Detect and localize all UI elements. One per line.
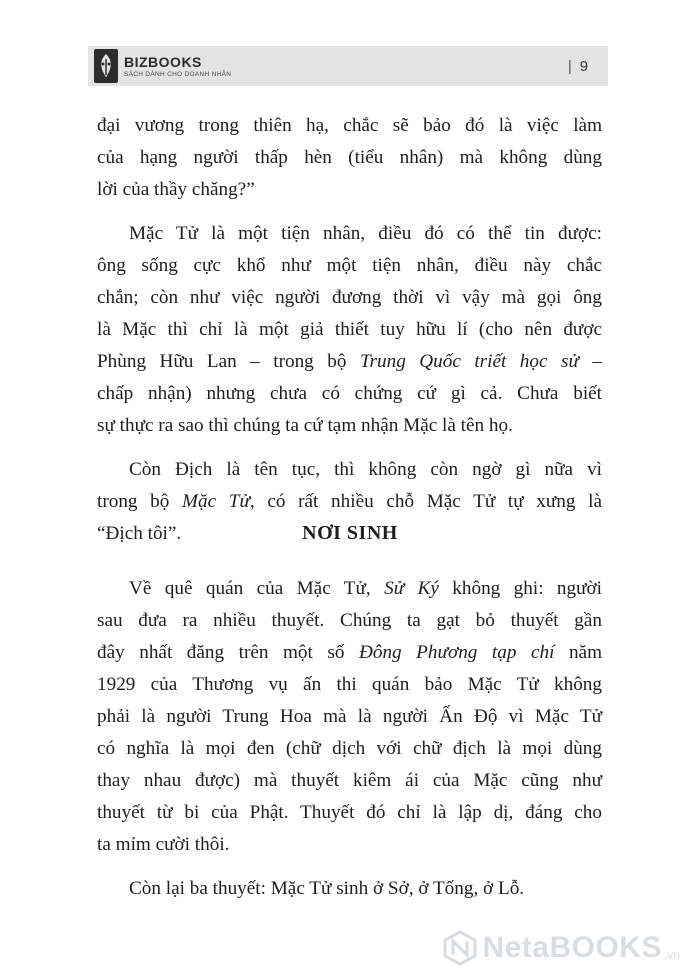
text-run: ông sống cực khổ như một tiện nhân, điều này chắc: [97, 255, 602, 276]
italic-title: Đông Phương tạp chí: [359, 642, 555, 663]
watermark-text: NetaBOOKS: [482, 931, 662, 964]
text-line: [97, 701, 602, 733]
text-line: [97, 142, 602, 174]
page-number-block: [548, 46, 608, 86]
text-line: [97, 282, 602, 314]
brand-tagline: SÁCH DÀNH CHO DOANH NHÂN: [124, 70, 232, 78]
italic-title: Sử Ký: [384, 578, 439, 599]
text-run: có nghĩa là mọi đen (chữ dịch với chữ địch là mọi dùng: [97, 738, 602, 759]
text-line: [97, 669, 602, 701]
paragraph: [97, 873, 602, 905]
paragraph: [97, 573, 602, 861]
text-line: [97, 378, 602, 410]
text-line: [97, 314, 602, 346]
watermark-suffix: .vn: [663, 948, 680, 962]
text-run: thay nhau được) mà thuyết kiêm ái của Mặc cũng như: [97, 770, 602, 791]
brand-name: BIZBOOKS: [124, 53, 202, 70]
text-run: lời của thầy chăng?”: [97, 179, 255, 200]
text-line: [97, 765, 602, 797]
text-run: trong bộ: [97, 491, 183, 512]
page-number-separator: |: [567, 57, 572, 75]
text-run: thuyết từ bi của Phật. Thuyết đó chỉ là lập dị, đáng cho: [97, 802, 602, 823]
body-text-upper: [97, 110, 602, 562]
text-line: [97, 829, 602, 861]
text-run: 1929 của Thương vụ ấn thi quán bảo Mặc Tử không: [97, 674, 602, 695]
text-line: [97, 605, 602, 637]
text-line: [97, 218, 602, 250]
text-line: [97, 410, 602, 442]
text-run: Về quê quán của Mặc Tử,: [129, 578, 385, 599]
italic-title: Mặc Tử: [182, 491, 250, 512]
text-run: sau đưa ra nhiều thuyết. Chúng ta gạt bỏ thuyết gần: [97, 610, 602, 631]
text-line: [97, 797, 602, 829]
text-line: [97, 174, 602, 206]
publisher-brand: [88, 46, 231, 86]
publisher-logo-icon: [94, 49, 118, 83]
text-run: năm: [554, 642, 602, 663]
text-run: là Mặc thì chỉ là một giả thiết tuy hữu lí (cho nên được: [97, 319, 602, 340]
text-run: đại vương trong thiên hạ, chắc sẽ bảo đó là việc làm: [97, 115, 602, 136]
text-run: đây nhất đăng trên một số: [97, 642, 359, 663]
text-line: [97, 873, 602, 905]
text-run: Phùng Hữu Lan – trong bộ: [97, 351, 360, 372]
italic-title: Trung Quốc triết học sử: [359, 351, 579, 372]
page-number: 9: [579, 57, 589, 75]
section-heading: NƠI SINH: [302, 522, 398, 544]
text-line: [97, 637, 602, 669]
text-line: [97, 250, 602, 282]
text-run: chắn; còn như việc người đương thời vì vậy mà gọi ông: [97, 287, 602, 308]
header-bar: [88, 46, 608, 86]
text-run: Còn lại ba thuyết: Mặc Tử sinh ở Sở, ở Tống, ở Lỗ.: [129, 878, 525, 899]
text-run: của hạng người thấp hèn (tiểu nhân) mà không dùng: [97, 147, 602, 168]
text-run: sự thực ra sao thì chúng ta cứ tạm nhận Mặc là tên họ.: [97, 415, 513, 436]
text-run: ta mỉm cười thôi.: [97, 834, 230, 855]
text-run: “Địch tôi”.: [97, 523, 182, 544]
text-run: –: [578, 351, 603, 372]
text-line: [97, 733, 602, 765]
text-line: [97, 110, 602, 142]
text-run: không ghi: người: [438, 578, 602, 599]
body-text-lower: [97, 573, 602, 917]
paragraph: [97, 110, 602, 206]
text-run: chấp nhận) nhưng chưa có chứng cứ gì cả. Chưa biết: [97, 383, 602, 404]
text-line: [97, 454, 602, 486]
text-line: [97, 346, 602, 378]
text-run: Mặc Tử là một tiện nhân, điều đó có thể tin được:: [129, 223, 602, 244]
watermark: [442, 930, 680, 966]
text-run: phải là người Trung Hoa mà là người Ấn Độ vì Mặc Tử: [97, 706, 602, 727]
text-run: , có rất nhiều chỗ Mặc Tử tự xưng là: [249, 491, 602, 512]
text-line: [97, 573, 602, 605]
text-line: [97, 486, 602, 518]
paragraph: [97, 218, 602, 442]
watermark-logo-icon: [442, 930, 478, 966]
text-run: Còn Địch là tên tục, thì không còn ngờ gì nữa vì: [129, 459, 602, 480]
